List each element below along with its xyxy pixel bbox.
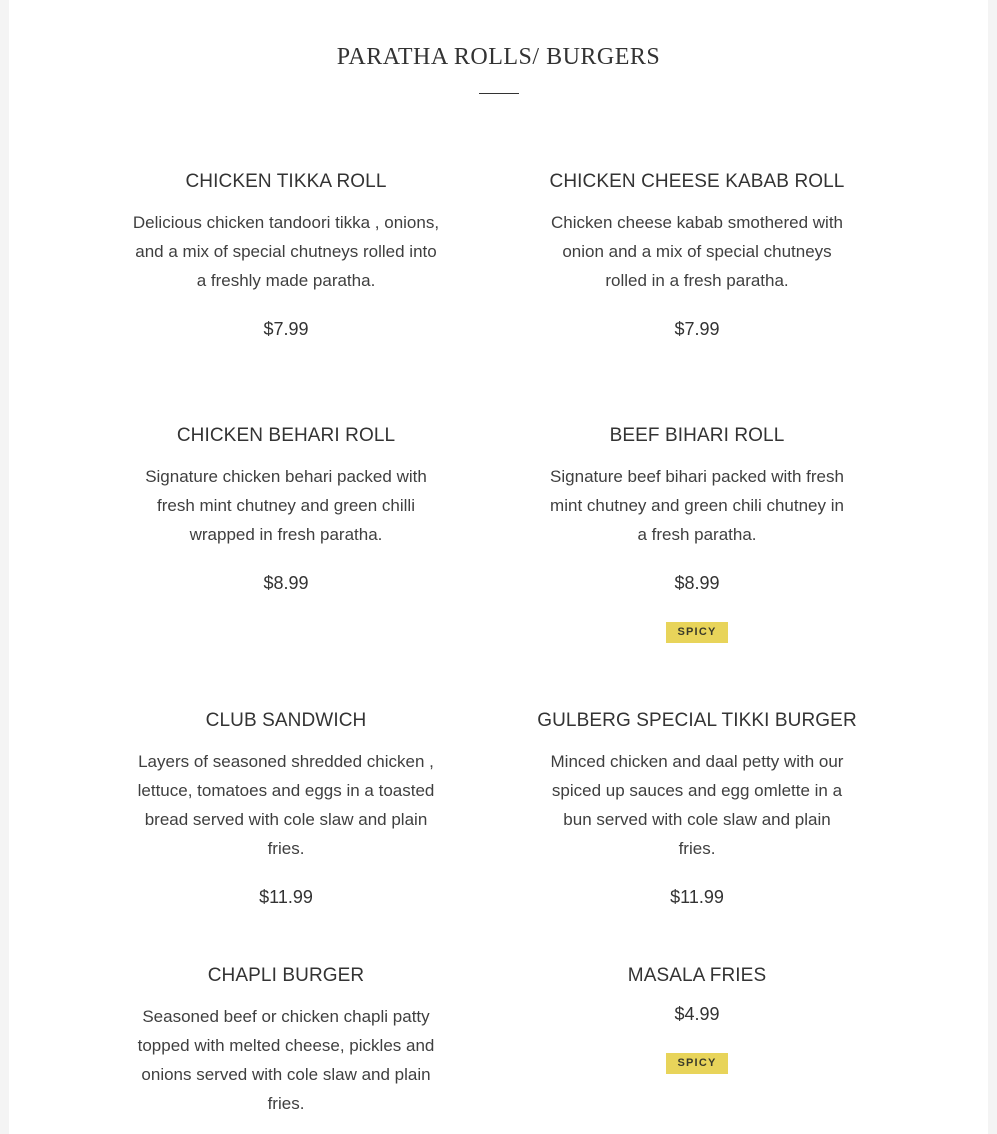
- menu-item-beef-bihari-roll: [537, 424, 857, 643]
- menu-item-masala-fries: [537, 964, 857, 1074]
- item-price: $4.99: [674, 1004, 720, 1024]
- item-description: Chicken cheese kabab smothered with onion and a mix of special chutneys rolled in a fresh paratha.: [551, 213, 843, 290]
- item-price: $11.99: [259, 887, 313, 907]
- item-description: Signature chicken behari packed with fresh mint chutney and green chilli wrapped in fresh paratha.: [145, 467, 427, 544]
- item-description: Delicious chicken tandoori tikka , onions, and a mix of special chutneys rolled into a freshly made paratha.: [132, 213, 440, 290]
- menu-item-club-sandwich: [126, 709, 446, 909]
- item-name: CHICKEN TIKKA ROLL: [185, 171, 387, 192]
- item-name: BEEF BIHARI ROLL: [609, 425, 785, 446]
- menu-item-chicken-behari-roll: [126, 424, 446, 595]
- item-name: MASALA FRIES: [627, 965, 767, 986]
- item-price: $8.99: [674, 573, 720, 593]
- menu-page: [9, 0, 988, 1134]
- item-price: $8.99: [263, 573, 309, 593]
- item-name: GULBERG SPECIAL TIKKI BURGER: [537, 710, 857, 731]
- spicy-badge: SPICY: [666, 1053, 728, 1074]
- item-price: $11.99: [670, 887, 724, 907]
- item-name: CHICKEN BEHARI ROLL: [176, 425, 396, 446]
- item-price: $7.99: [674, 319, 720, 339]
- menu-item-chicken-cheese-kabab-roll: [537, 170, 857, 341]
- section-title: PARATHA ROLLS/ BURGERS: [336, 44, 661, 70]
- item-name: CHAPLI BURGER: [207, 965, 365, 986]
- menu-item-gulberg-special-tikki-burger: [537, 709, 857, 909]
- spicy-badge: SPICY: [666, 622, 728, 643]
- menu-item-chapli-burger: [126, 964, 446, 1118]
- title-divider: [479, 93, 519, 94]
- item-description: Signature beef bihari packed with fresh mint chutney and green chili chutney in a fresh paratha.: [550, 467, 844, 544]
- item-price: $7.99: [263, 319, 309, 339]
- item-name: CLUB SANDWICH: [205, 710, 367, 731]
- item-description: Minced chicken and daal petty with our spiced up sauces and egg omlette in a bun served with cole slaw and plain fries.: [550, 752, 844, 858]
- menu-item-chicken-tikka-roll: [126, 170, 446, 341]
- item-name: CHICKEN CHEESE KABAB ROLL: [549, 171, 845, 192]
- item-description: Seasoned beef or chicken chapli patty topped with melted cheese, pickles and onions served with cole slaw and plain fries.: [137, 1007, 435, 1113]
- item-description: Layers of seasoned shredded chicken , lettuce, tomatoes and eggs in a toasted bread served with cole slaw and plain fries.: [137, 752, 435, 858]
